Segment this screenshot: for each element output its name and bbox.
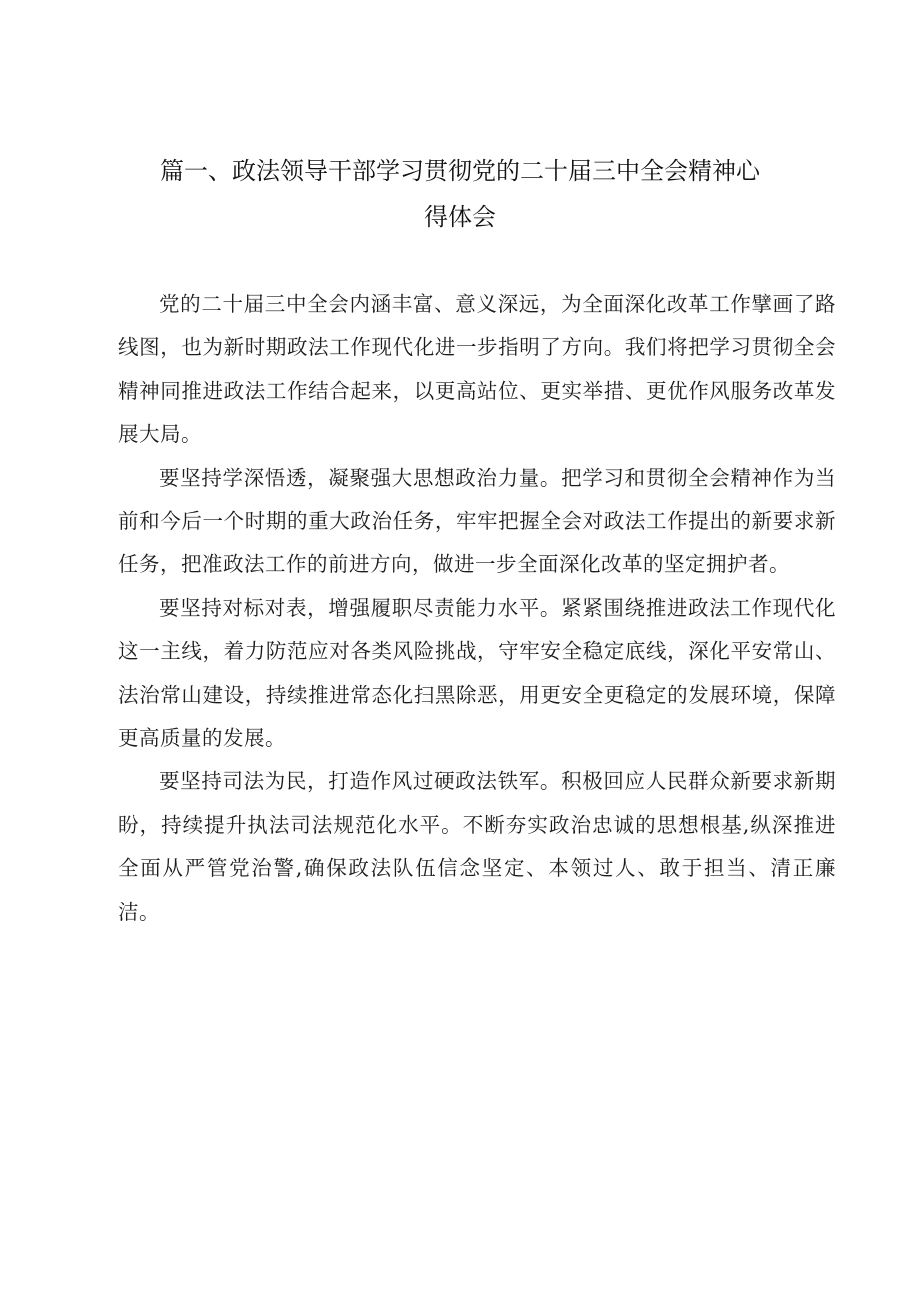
paragraph-intro: 党的二十届三中全会内涵丰富、意义深远，为全面深化改革工作擘画了路线图，也为新时期政法工作现代化进一步指明了方向。我们将把学习贯彻全会精神同推进政法工作结合起来，以更高站位、更实举措、更优作风服务改革发展大局。 — [118, 292, 836, 447]
paragraph-study: 要坚持学深悟透，凝聚强大思想政治力量。把学习和贯彻全会精神作为当前和今后一个时期的重大政治任务，牢牢把握全会对政法工作提出的新要求新任务，把准政法工作的前进方向，做进一步全面深化改革的坚定拥护者。 — [118, 465, 836, 577]
document-title-line-1: 篇一、政法领导干部学习贯彻党的二十届三中全会精神心 — [160, 157, 760, 185]
paragraph-justice: 要坚持司法为民，打造作风过硬政法铁军。积极回应人民群众新要求新期盼，持续提升执法司法规范化水平。不断夯实政治忠诚的思想根基,纵深推进全面从严管党治警,确保政法队伍信念坚定、本领过人、敢于担当、清正廉洁。 — [118, 769, 836, 924]
document-body — [118, 283, 836, 934]
document-title-line-2: 得体会 — [424, 203, 496, 231]
paragraph-benchmark: 要坚持对标对表，增强履职尽责能力水平。紧紧围绕推进政法工作现代化这一主线，着力防范应对各类风险挑战，守牢安全稳定底线，深化平安常山、法治常山建设，持续推进常态化扫黑除恶，用更安全更稳定的发展环境，保障更高质量的发展。 — [118, 595, 836, 751]
